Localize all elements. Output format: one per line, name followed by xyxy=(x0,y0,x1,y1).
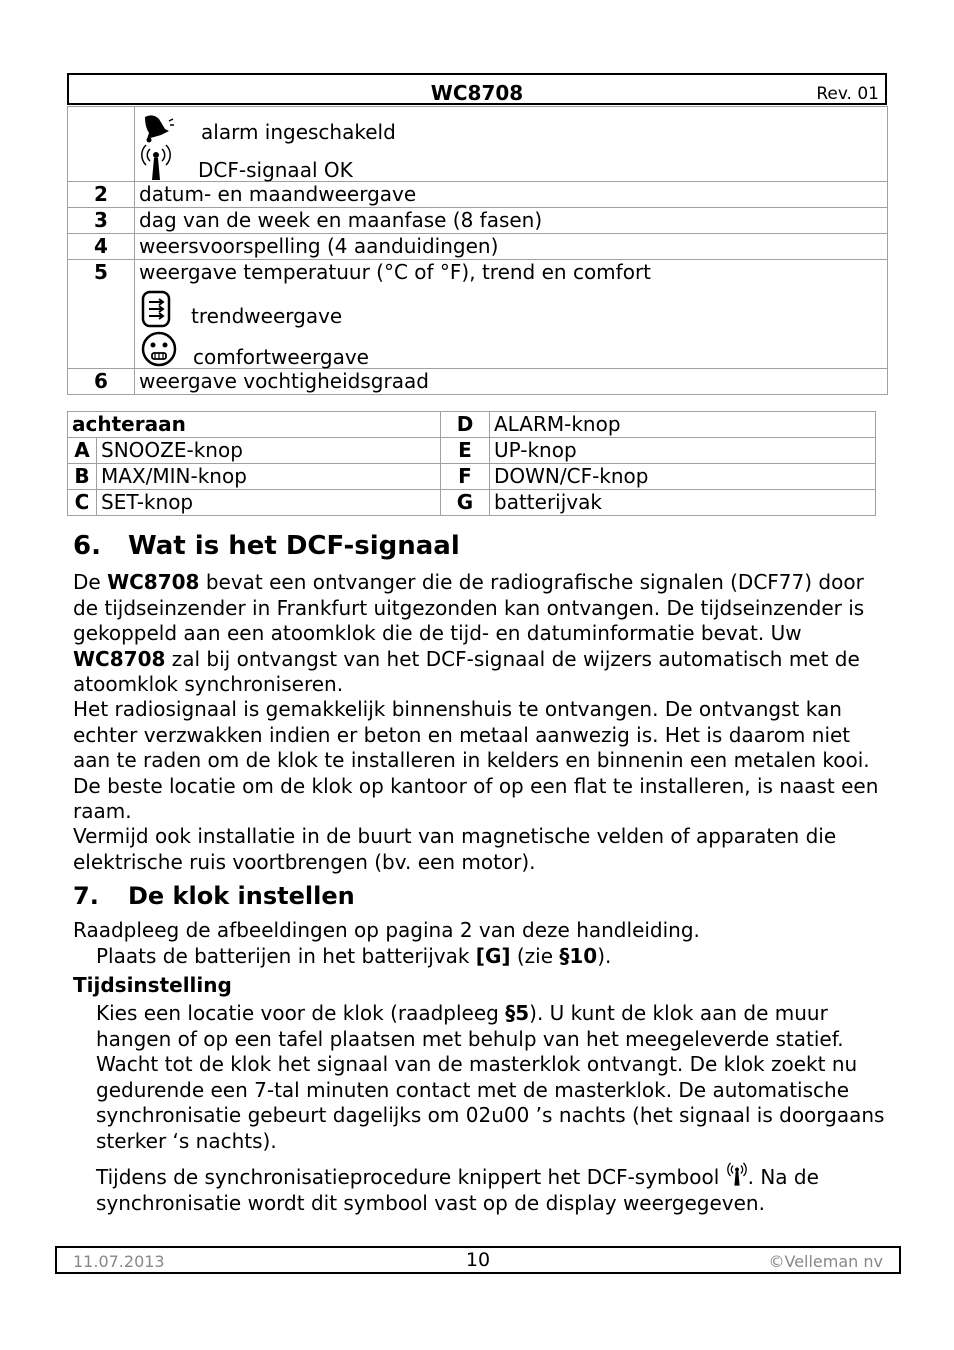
trend-icon xyxy=(139,290,173,328)
revision-label: Rev. 01 xyxy=(816,84,879,104)
section-7-paragraph-1: Raadpleeg de afbeeldingen op pagina 2 van deze handleiding. xyxy=(73,918,700,942)
section-7-paragraph-4: Tijdens de synchronisatieprocedure knippert het DCF-symbool . Na de synchronisatie wordt dit symbool vast op de display weergegeven. xyxy=(73,1160,888,1216)
section-6-paragraph-2: Het radiosignaal is gemakkelijk binnenshuis te ontvangen. De ontvangst kan echter verzwakken indien er beton en metaal aanwezig is. Het is daarom niet aan te raden om de klok te installeren in kelders en binnenin een metalen kooi. De beste locatie om de klok op kantoor of op een flat te installeren, is naast een raam. xyxy=(73,697,879,823)
table-row xyxy=(68,107,888,182)
page-footer xyxy=(55,1246,901,1274)
dcf-antenna-icon xyxy=(726,1160,748,1188)
back-table-title: achteraan xyxy=(68,412,441,438)
comfort-label: comfortweergave xyxy=(193,345,369,369)
table-row: 5 weergave temperatuur (°C of °F), trend en comfort trendweergave comfortweergave xyxy=(68,260,888,369)
model-title: WC8708 xyxy=(430,81,524,105)
table-row: B MAX/MIN-knop F DOWN/CF-knop xyxy=(68,464,876,490)
comfort-face-icon xyxy=(139,330,179,368)
table-row: 2 datum- en maandweergave xyxy=(68,182,888,208)
footer-date: 11.07.2013 xyxy=(73,1252,165,1271)
table-row: A SNOOZE-knop E UP-knop xyxy=(68,438,876,464)
display-table xyxy=(67,106,888,395)
trend-label: trendweergave xyxy=(191,304,343,328)
table-row: 4 weersvoorspelling (4 aanduidingen) xyxy=(68,234,888,260)
back-buttons-table xyxy=(67,411,876,516)
page-number: 10 xyxy=(465,1249,491,1271)
table-row: achteraan D ALARM-knop xyxy=(68,412,876,438)
page-header xyxy=(67,73,887,105)
alarm-bell-icon xyxy=(139,113,175,143)
section-7-paragraph-2: Plaats de batterijen in het batterijvak [G] (zie §10). xyxy=(96,944,612,968)
table-row: 3 dag van de week en maanfase (8 fasen) xyxy=(68,208,888,234)
table-row: C SET-knop G batterijvak xyxy=(68,490,876,516)
dcf-antenna-icon xyxy=(139,143,173,181)
section-6-paragraph-3: Vermijd ook installatie in de buurt van magnetische velden of apparaten die elektrische ruis voortbrengen (bv. een motor). xyxy=(73,824,837,874)
section-7-paragraph-3: Kies een locatie voor de klok (raadpleeg §5). U kunt de klok aan de muur hangen of op een tafel plaatsen met behulp van het meegeleverde statief. Wacht tot de klok het signaal van de masterklok ontvangt. De klok zoekt nu gedurende een 7-tal minuten contact met de masterklok. De automatische synchronisatie gebeurt dagelijks om 02u00 ’s nachts (het signaal is doorgaans sterker ‘s nachts). xyxy=(96,1001,885,1153)
section-6-paragraph-1: De WC8708 bevat een ontvanger die de radiografische signalen (DCF77) door de tijdseinzender in Frankfurt uitgezonden kan ontvangen. De tijdseinzender is gekoppeld aan een atoomklok die de tijd- en datuminformatie bevat. Uw WC8708 zal bij ontvangst van het DCF-signaal de wijzers automatisch met de atoomklok synchroniseren. xyxy=(73,570,865,696)
footer-copyright: ©Velleman nv xyxy=(768,1252,883,1271)
table-row: 6 weergave vochtigheidsgraad xyxy=(68,369,888,395)
alarm-label: alarm ingeschakeld xyxy=(201,120,396,144)
section-6-heading: 6. Wat is het DCF-signaal xyxy=(73,531,460,561)
section-7-heading: 7. De klok instellen xyxy=(73,882,355,910)
dcf-label: DCF-signaal OK xyxy=(198,158,353,182)
subheading-tijdsinstelling: Tijdsinstelling xyxy=(73,973,232,997)
